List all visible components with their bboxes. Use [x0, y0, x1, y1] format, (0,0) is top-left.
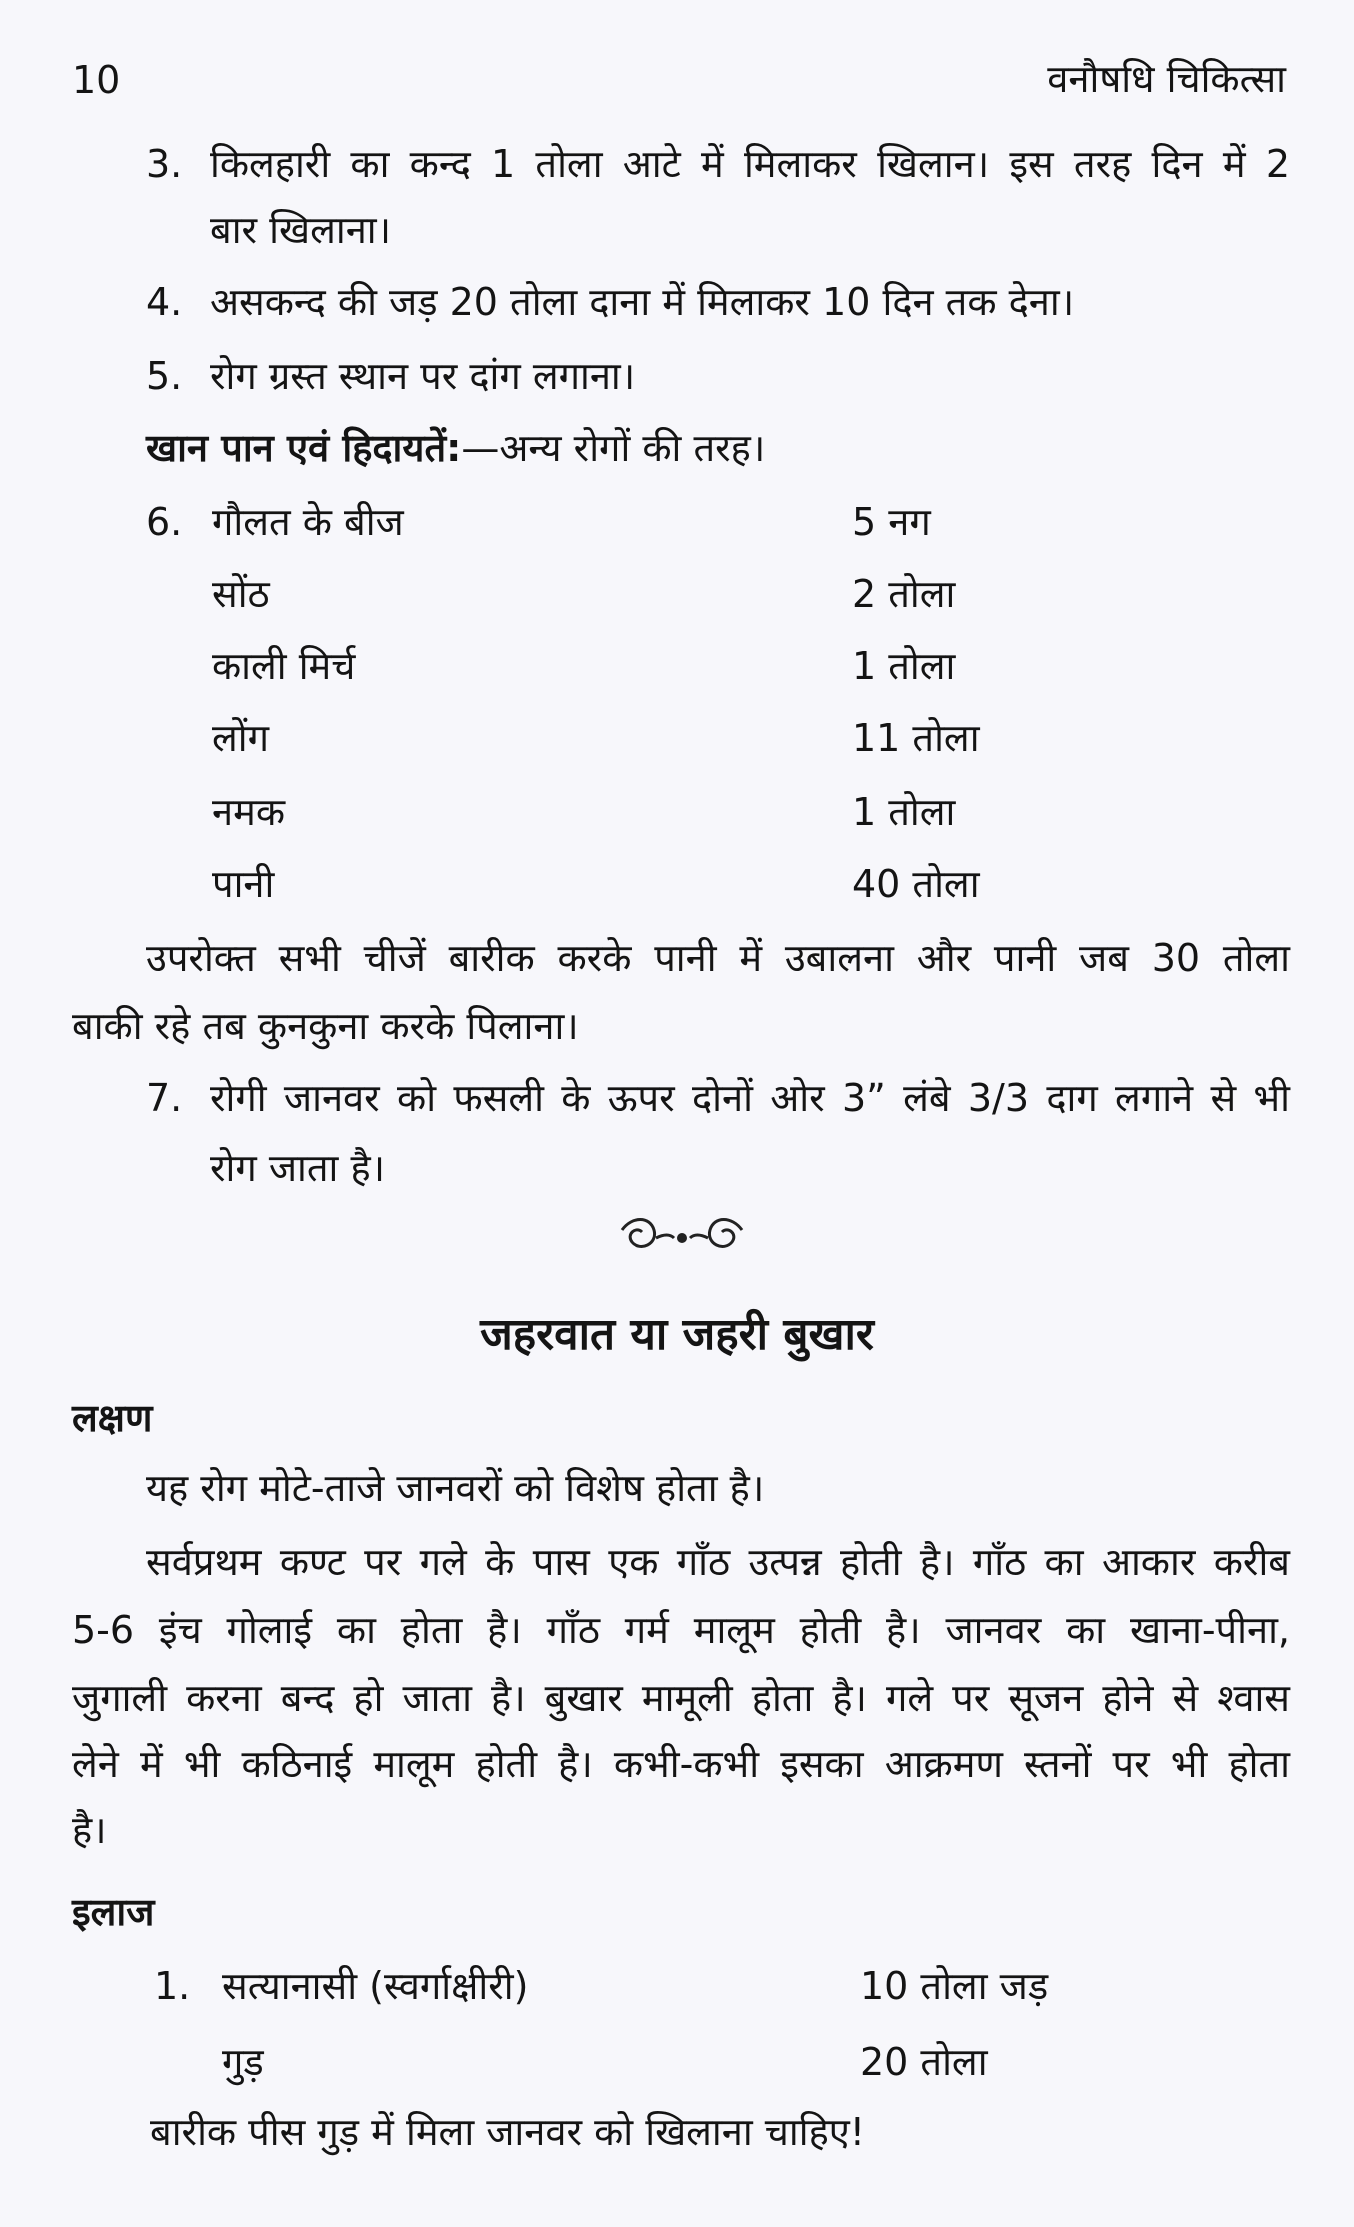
method-line-1: उपरोक्त सभी चीजें बारीक करके पानी में उबालना और पानी जब 30 तोला — [146, 936, 1290, 980]
diet-text: —अन्य रोगों की तरह। — [461, 426, 766, 470]
treatment-ingredient-qty: 20 तोला — [860, 2040, 988, 2084]
section-ornament-icon — [612, 1208, 752, 1268]
symptoms-paragraph-1: यह रोग मोटे-ताजे जानवरों को विशेष होता है। — [146, 1466, 765, 1510]
ingredient-qty: 40 तोला — [852, 862, 980, 906]
symptoms-heading: लक्षण — [72, 1396, 153, 1440]
symptoms-paragraph-2-line: लेने में भी कठिनाई मालूम होती है। कभी-कभी इसका आक्रमण स्तनों पर भी होता — [72, 1742, 1290, 1786]
item-7-number: 7. — [146, 1076, 183, 1120]
section-title: जहरवात या जहरी बुखार — [480, 1309, 874, 1360]
symptoms-paragraph-2-line: है। — [72, 1808, 107, 1852]
treatment-ingredient-name: सत्यानासी (स्वर्गाक्षीरी) — [222, 1964, 529, 2008]
ingredient-name: नमक — [212, 790, 285, 834]
diet-label: खान पान एवं हिदायतें: — [146, 426, 462, 470]
ingredient-name: लोंग — [212, 716, 270, 760]
symptoms-paragraph-2-line: सर्वप्रथम कण्ट पर गले के पास एक गाँठ उत्पन्न होती है। गाँठ का आकार करीब — [146, 1540, 1290, 1584]
symptoms-paragraph-2-line: 5-6 इंच गोलाई का होता है। गाँठ गर्म मालूम होती है। जानवर का खाना-पीना, — [72, 1608, 1290, 1652]
item-5-text: रोग ग्रस्त स्थान पर दांग लगाना। — [210, 354, 636, 398]
item-4-number: 4. — [146, 280, 183, 324]
ingredient-qty: 1 तोला — [852, 644, 956, 688]
treatment-ingredient-qty: 10 तोला जड़ — [860, 1964, 1049, 2008]
page-number: 10 — [72, 58, 121, 102]
treatment-ingredient-name: गुड़ — [222, 2040, 264, 2084]
treatment-note: बारीक पीस गुड़ में मिला जानवर को खिलाना चाहिए! — [150, 2110, 866, 2154]
item-3-line-2: बार खिलाना। — [210, 208, 392, 252]
item-5-number: 5. — [146, 354, 183, 398]
ingredient-qty: 1 तोला — [852, 790, 956, 834]
item-7-line-2: रोग जाता है। — [210, 1146, 386, 1190]
ingredient-qty: 5 नग — [852, 500, 931, 544]
item-3-line-1: किलहारी का कन्द 1 तोला आटे में मिलाकर खिलान। इस तरह दिन में 2 — [210, 142, 1290, 186]
item-6-number: 6. — [146, 500, 183, 544]
ingredient-name: गौलत के बीज — [212, 500, 404, 544]
ingredient-name: काली मिर्च — [212, 644, 356, 688]
treatment-item-1-number: 1. — [154, 1964, 191, 2008]
ingredient-qty: 2 तोला — [852, 572, 956, 616]
item-4-text: असकन्द की जड़ 20 तोला दाना में मिलाकर 10 दिन तक देना। — [210, 280, 1075, 324]
diet-instructions — [146, 426, 765, 472]
ingredient-qty: 11 तोला — [852, 716, 980, 760]
item-7-line-1: रोगी जानवर को फसली के ऊपर दोनों ओर 3” लंबे 3/3 दाग लगाने से भी — [210, 1076, 1290, 1120]
ingredient-name: सोंठ — [212, 572, 270, 616]
running-title: वनौषधि चिकित्सा — [1047, 57, 1286, 101]
ingredient-name: पानी — [212, 862, 275, 906]
item-3-number: 3. — [146, 142, 183, 186]
method-line-2: बाकी रहे तब कुनकुना करके पिलाना। — [72, 1004, 579, 1048]
symptoms-paragraph-2-line: जुगाली करना बन्द हो जाता है। बुखार मामूली होता है। गले पर सूजन होने से श्वास — [72, 1676, 1290, 1720]
treatment-heading: इलाज — [72, 1890, 155, 1934]
